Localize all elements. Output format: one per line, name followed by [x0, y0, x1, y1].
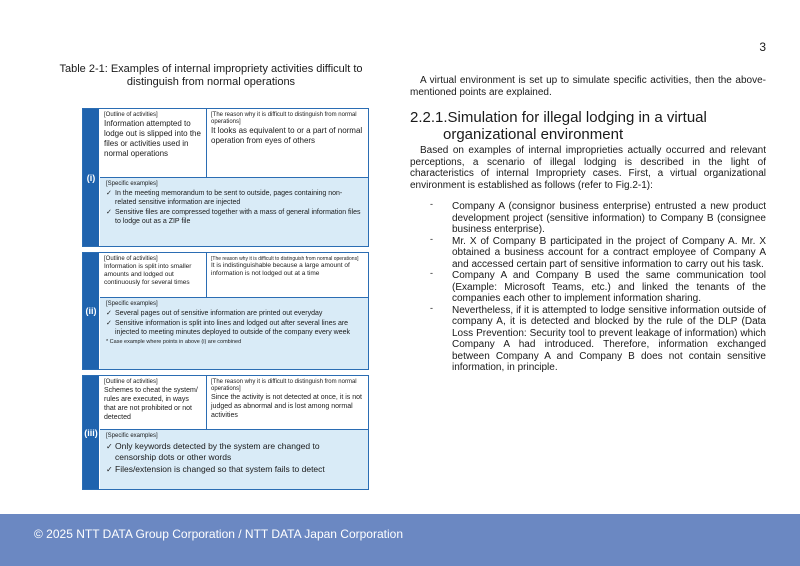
bullet-marker: - [430, 268, 433, 278]
reason-cell [207, 376, 368, 429]
body-paragraph: Based on examples of internal improprieties actually occurred and relevant perceptions, a scenario of illegal lodging is described in the light of characteristics of internal Impropriety cases. First, a virtual organizational environment is established as follows (refer to Fig.2-1): [410, 145, 766, 191]
check-icon: ✓ [106, 190, 112, 197]
page-number: 3 [759, 40, 766, 54]
list-item: - Company A and Company B used the same communication tool (Example: Microsoft Teams, etc.) and linked the tenants of the companies each other to implement information sharing. [430, 268, 766, 304]
reason-cell [207, 109, 368, 177]
check-icon: ✓ [106, 310, 112, 317]
outline-label: [Outline of activities] [104, 112, 158, 118]
bullet-list [430, 201, 766, 374]
example-item: ✓ Several pages out of sensitive information are printed out everyday [106, 310, 323, 317]
example-item: ✓ Files/extension is changed so that system fails to detect [106, 464, 325, 474]
examples-label: [Specific examples] [106, 301, 158, 307]
case-numeral: (i) [86, 172, 96, 183]
reason-cell [207, 253, 368, 297]
case-numeral: (iii) [84, 427, 98, 438]
example-item: ✓ Sensitive information is split into lines and lodged out after several lines are injected to meeting minutes deployed to outside of the company every week [106, 320, 351, 336]
outline-text: Schemes to cheat the system/ rules are executed, in ways that are not prohibited or not detected [104, 387, 198, 421]
examples-label: [Specific examples] [106, 433, 158, 439]
list-item: - Company A (consignor business enterprise) entrusted a new product development project (sensitive information) to Company B (consignee business enterprise). [430, 199, 766, 235]
examples-cell [100, 177, 368, 246]
list-item: - Mr. X of Company B participated in the project of Company A. Mr. X obtained a business account for a contract employee of Company A and accessed certain part of sensitive information to carry out his task. [430, 233, 766, 270]
section-title-line1: Simulation for illegal lodging in a virtual [447, 109, 707, 126]
example-item: ✓ Only keywords detected by the system are changed to censorship dots or other words [106, 441, 320, 462]
examples-label: [Specific examples] [106, 181, 158, 187]
section-title-line2: organizational environment [443, 126, 624, 143]
examples-cell [100, 429, 368, 489]
footer-bar [0, 514, 800, 566]
case-ii [82, 252, 369, 370]
example-item: ✓ In the meeting memorandum to be sent to outside, pages containing non-related sensitive information are injected [106, 190, 343, 206]
examples-cell [100, 297, 368, 369]
section-number: 2.2.1. [410, 109, 448, 126]
case-numeral: (ii) [85, 306, 97, 316]
case-bar [83, 253, 99, 369]
case-bar [83, 109, 99, 246]
reason-text: Since the activity is not detected at once, it is not judged as abnormal and is lost among normal activities [211, 394, 362, 419]
reason-text: It looks as equivalent to or a part of normal operation from eyes of others [211, 126, 363, 145]
outline-text: Information attempted to lodge out is slipped into the files or activities used in normal operations [104, 119, 201, 158]
case-iii [82, 375, 369, 490]
bullet-marker: - [430, 199, 433, 209]
outline-cell [100, 109, 207, 177]
list-item: - Nevertheless, if it is attempted to lodge sensitive information outside of company A, it is detected and blocked by the rule of the DLP (Data Loss Prevention: Security tool to prevent leakage of information) which Company A had introduced. Therefore, information exchanged between Company A and Company B does not contain sensitive information, in principle. [430, 302, 766, 373]
check-icon: ✓ [106, 209, 112, 216]
outline-cell [100, 253, 207, 297]
reason-label: [The reason why it is difficult to distinguish from normal operations] [211, 379, 357, 392]
reason-label: [The reason why it is difficult to distinguish from normal operations] [211, 256, 359, 262]
outline-label: [Outline of activities] [104, 379, 158, 385]
example-item: ✓ Sensitive files are compressed together with a mass of general information files to lodge out as a ZIP file [106, 209, 361, 225]
outline-cell [100, 376, 207, 429]
bullet-marker: - [430, 302, 433, 313]
check-icon: ✓ [106, 442, 113, 451]
footer-copyright: © 2025 NTT DATA Group Corporation / NTT DATA Japan Corporation [34, 527, 403, 541]
case-bar [83, 376, 99, 489]
reason-text: It is indistinguishable because a large amount of information is not lodged out at a time [211, 262, 350, 277]
section-heading [410, 109, 766, 143]
check-icon: ✓ [106, 320, 112, 327]
reason-label: [The reason why it is difficult to distinguish from normal operations] [211, 112, 357, 125]
case-i [82, 108, 369, 247]
outline-label: [Outline of activities] [104, 256, 158, 262]
case-note: * Case example where points in above (i) are combined [106, 339, 242, 345]
intro-text: A virtual environment is set up to simulate specific activities, then the above-mentioned points are explained. [410, 75, 766, 98]
outline-text: Information is split into smaller amounts and lodged out continuously for several times [104, 263, 192, 286]
check-icon: ✓ [106, 465, 113, 474]
table-title: Table 2-1: Examples of internal impropriety activities difficult to distinguish from normal operations [59, 63, 363, 88]
bullet-marker: - [430, 233, 433, 244]
